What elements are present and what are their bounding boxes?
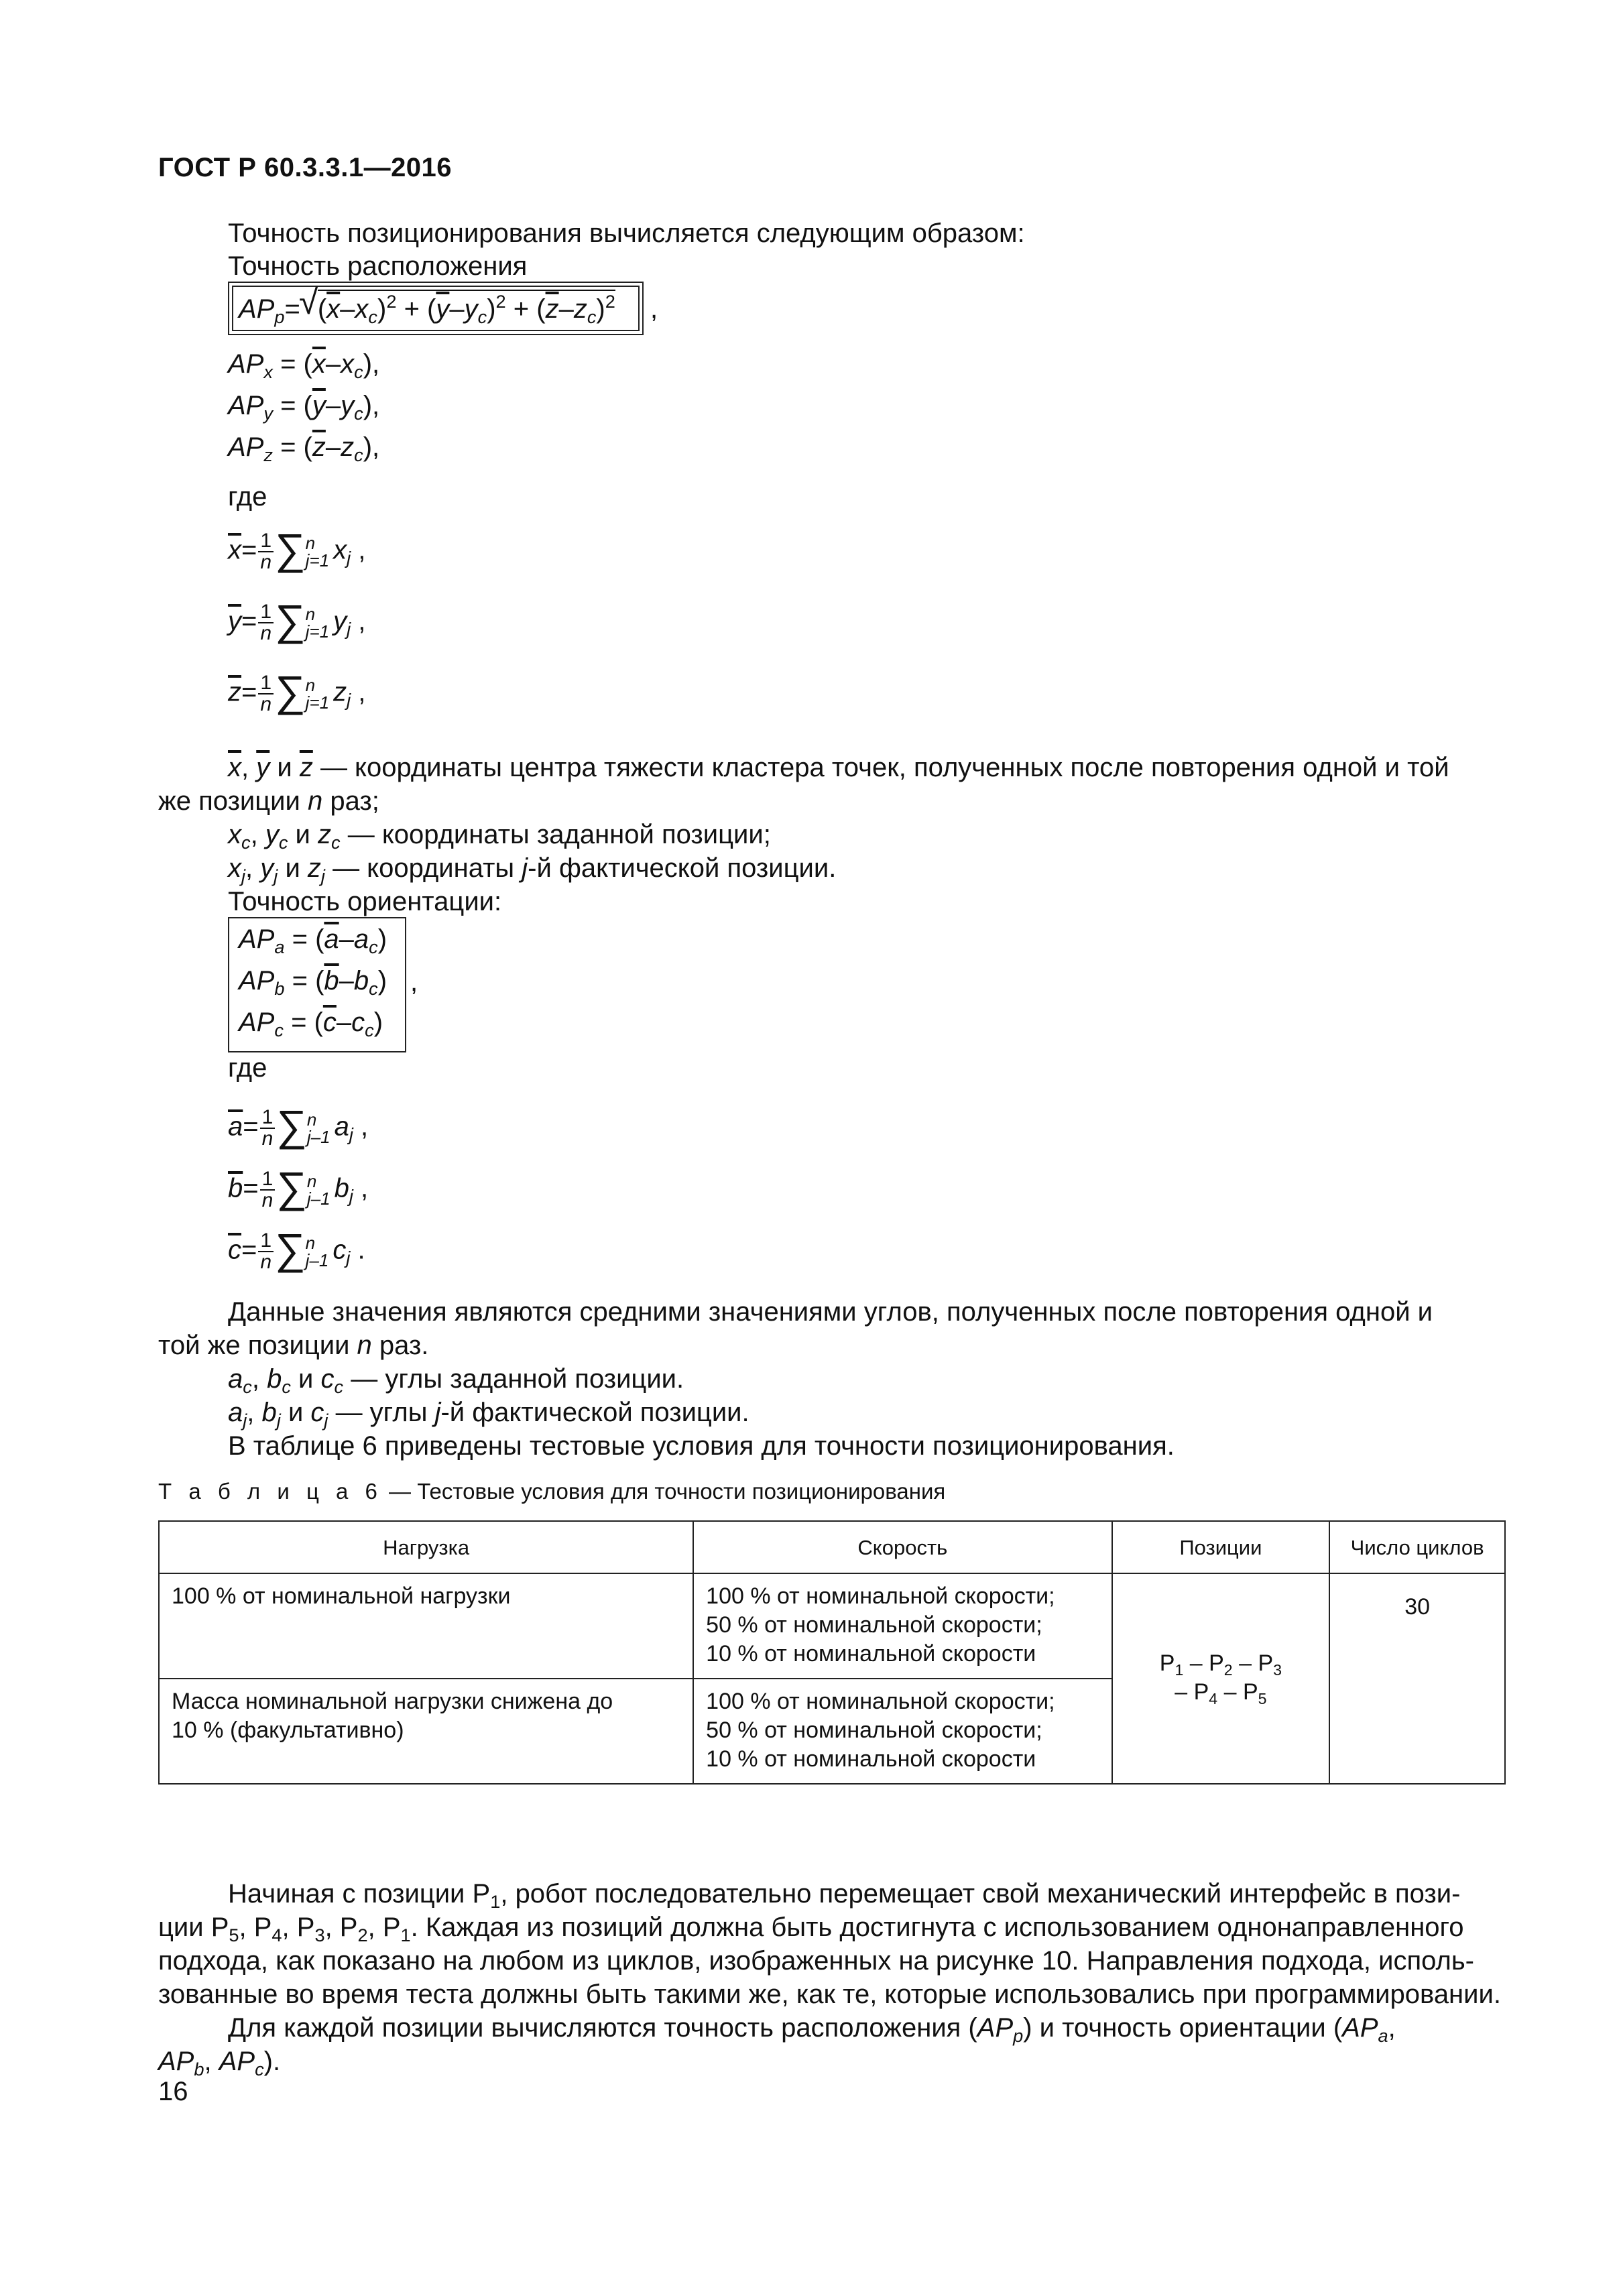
- table-reference-line: В таблице 6 приведены тестовые условия для точности позиционирования.: [228, 1431, 1175, 1461]
- actual-coords-line: $x_j$, $y_j$ и $z_j$ — координаты j-й фактической позиции.: [228, 853, 837, 887]
- final-line-3: подхода, как показано на любом из циклов, изображенных на рисунке 10. Направления подхода, исполь-: [158, 1946, 1474, 1976]
- formula-mean-x: $\overline{x}=$ $\frac{1}{n}$ ∑ n j=1 $x_j$ ,: [228, 525, 366, 573]
- location-accuracy-label: Точность расположения: [228, 251, 528, 281]
- positions-cell: $P_1 - P_2 - P_3$ – $P_4 - P_5$: [1112, 1573, 1330, 1784]
- formula-ap-p: $AP_p=$ √ $(\overline{x}-x_c)^2 + (\overline{y}-y_c)^2 + (\overline{z}-z_c)^2$: [239, 290, 615, 326]
- cycles-cell: 30: [1329, 1573, 1505, 1784]
- centroid-line-1: $\overline{x}$, $\overline{y}$ и $\overline{z}$ — координаты центра тяжести кластера точек, полученных после повторения одной и той: [228, 753, 1449, 782]
- test-conditions-table: [158, 1520, 1506, 1785]
- formula-comma-2: ,: [410, 967, 418, 997]
- speed-cell: 100 % от номинальной скорости; 50 % от номинальной скорости; 10 % от номинальной скорости: [693, 1679, 1111, 1784]
- formula-mean-z: $\overline{z}=$ $\frac{1}{n}$ ∑ n j=1 $z_j$ ,: [228, 667, 366, 715]
- formula-mean-c: $\overline{c}=$ $\frac{1}{n}$ ∑ n j–1 $c_j$ .: [228, 1225, 365, 1273]
- page-number: 16: [158, 2077, 188, 2106]
- load-cell: 100 % от номинальной нагрузки: [159, 1573, 693, 1679]
- where-label-2: где: [228, 1053, 267, 1083]
- centroid-line-2: же позиции n раз;: [158, 786, 379, 816]
- final-line-2: ции $P_5$, $P_4$, $P_3$, $P_2$, $P_1$. Каждая из позиций должна быть достигнута с использованием однонаправленного: [158, 1913, 1464, 1946]
- formula-mean-b: $\overline{b}=$ $\frac{1}{n}$ ∑ n j–1 $b_j$ ,: [228, 1163, 369, 1211]
- actual-angles-line: $a_j$, $b_j$ и $c_j$ — углы j-й фактической позиции.: [228, 1398, 749, 1431]
- formula-ap-c: $AP_c = (\overline{c}-c_c)$: [239, 1008, 383, 1041]
- document-header: ГОСТ Р 60.3.3.1—2016: [158, 153, 453, 182]
- table-header-row: [159, 1521, 1505, 1573]
- formula-mean-y: $\overline{y}=$ $\frac{1}{n}$ ∑ n j=1 $y_j$ ,: [228, 596, 366, 644]
- formula-ap-y: $AP_y = (\overline{y}-y_c)$,: [228, 391, 380, 424]
- intro-line: Точность позиционирования вычисляется следующим образом:: [228, 219, 1025, 248]
- table-caption: Т а б л и ц а 6 — Тестовые условия для точности позиционирования: [158, 1479, 946, 1504]
- final-line-1: Начиная с позиции $P_1$, робот последовательно перемещает свой механический интерфейс в пози-: [228, 1879, 1461, 1913]
- header-positions: Позиции: [1112, 1521, 1330, 1573]
- where-label-1: где: [228, 482, 267, 511]
- formula-comma: ,: [650, 294, 658, 324]
- formula-ap-z: $AP_z = (\overline{z}-z_c)$,: [228, 432, 380, 466]
- final-line-6: $AP_b$, $AP_c$).: [158, 2047, 281, 2080]
- final-line-4: зованные во время теста должны быть такими же, как те, которые использовались при программировании.: [158, 1980, 1501, 2009]
- target-coords-line: $x_c$, $y_c$ и $z_c$ — координаты заданной позиции;: [228, 820, 771, 853]
- angles-line-2: той же позиции n раз.: [158, 1331, 429, 1360]
- header-cycles: Число циклов: [1329, 1521, 1505, 1573]
- formula-ap-x: $AP_x = (\overline{x}-x_c)$,: [228, 349, 380, 383]
- header-load: Нагрузка: [159, 1521, 693, 1573]
- target-angles-line: $a_c$, $b_c$ и $c_c$ — углы заданной позиции.: [228, 1364, 684, 1398]
- formula-mean-a: $\overline{a}=$ $\frac{1}{n}$ ∑ n j–1 $a_j$ ,: [228, 1101, 369, 1150]
- final-line-5: Для каждой позиции вычисляются точность расположения $(AP_p)$ и точность ориентации ($AP_a$,: [228, 2013, 1396, 2047]
- header-speed: Скорость: [693, 1521, 1111, 1573]
- table-row: [159, 1573, 1505, 1679]
- orientation-label: Точность ориентации:: [228, 887, 502, 916]
- formula-ap-b: $AP_b = (\overline{b}-b_c)$: [239, 966, 387, 1000]
- speed-cell: 100 % от номинальной скорости; 50 % от номинальной скорости; 10 % от номинальной скорости: [693, 1573, 1111, 1679]
- load-cell: Масса номинальной нагрузки снижена до 10 % (факультативно): [159, 1679, 693, 1784]
- formula-ap-a: $AP_a = (\overline{a}-a_c)$: [239, 924, 387, 958]
- angles-line-1: Данные значения являются средними значениями углов, полученных после повторения одной и: [228, 1297, 1433, 1327]
